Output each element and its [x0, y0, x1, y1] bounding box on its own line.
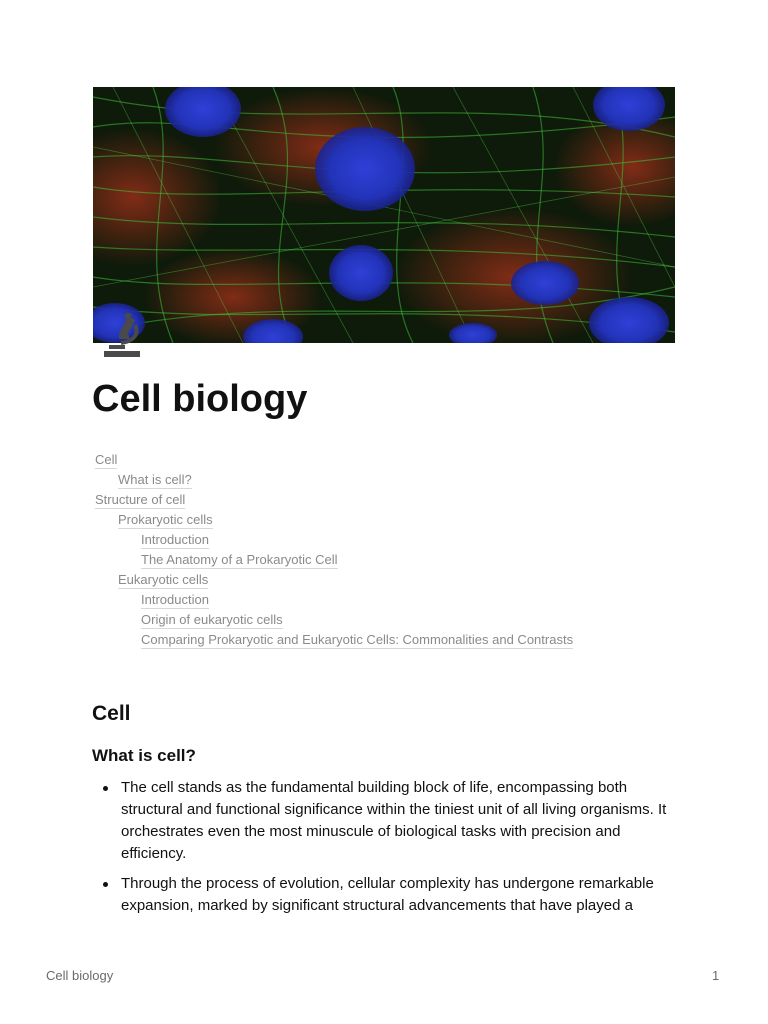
bullet-icon: [103, 786, 108, 791]
section-heading: Cell: [92, 702, 131, 725]
toc-item[interactable]: The Anatomy of a Prokaryotic Cell: [141, 552, 338, 567]
toc-item[interactable]: Prokaryotic cells: [118, 512, 213, 527]
list-item: The cell stands as the fundamental building block of life, encompassing both structural and functional significance within the tiniest unit of all living organisms. It orchestrates even the most minuscule of biological tasks with precision and efficiency.: [93, 777, 675, 865]
bullet-icon: [103, 882, 108, 887]
toc-item[interactable]: Comparing Prokaryotic and Eukaryotic Cells: Commonalities and Contrasts: [141, 632, 574, 647]
footer-title: Cell biology: [46, 968, 114, 983]
page-number: 1: [712, 968, 720, 983]
list-item: Through the process of evolution, cellular complexity has undergone remarkable expansion, marked by significant structural advancements that have played a: [93, 873, 675, 917]
toc-item[interactable]: Structure of cell: [95, 492, 186, 507]
bullet-list: [93, 777, 675, 917]
page-title: Cell biology: [92, 378, 308, 420]
toc-item[interactable]: Origin of eukaryotic cells: [141, 612, 283, 627]
subsection-heading: What is cell?: [92, 746, 196, 765]
microscope-icon: [101, 313, 145, 359]
cover-image: [93, 87, 675, 343]
toc-item[interactable]: Introduction: [141, 592, 209, 607]
toc-item[interactable]: Cell: [95, 452, 118, 467]
toc-item[interactable]: Eukaryotic cells: [118, 572, 209, 587]
table-of-contents: [95, 451, 695, 651]
toc-item[interactable]: Introduction: [141, 532, 209, 547]
toc-item[interactable]: What is cell?: [118, 472, 192, 487]
